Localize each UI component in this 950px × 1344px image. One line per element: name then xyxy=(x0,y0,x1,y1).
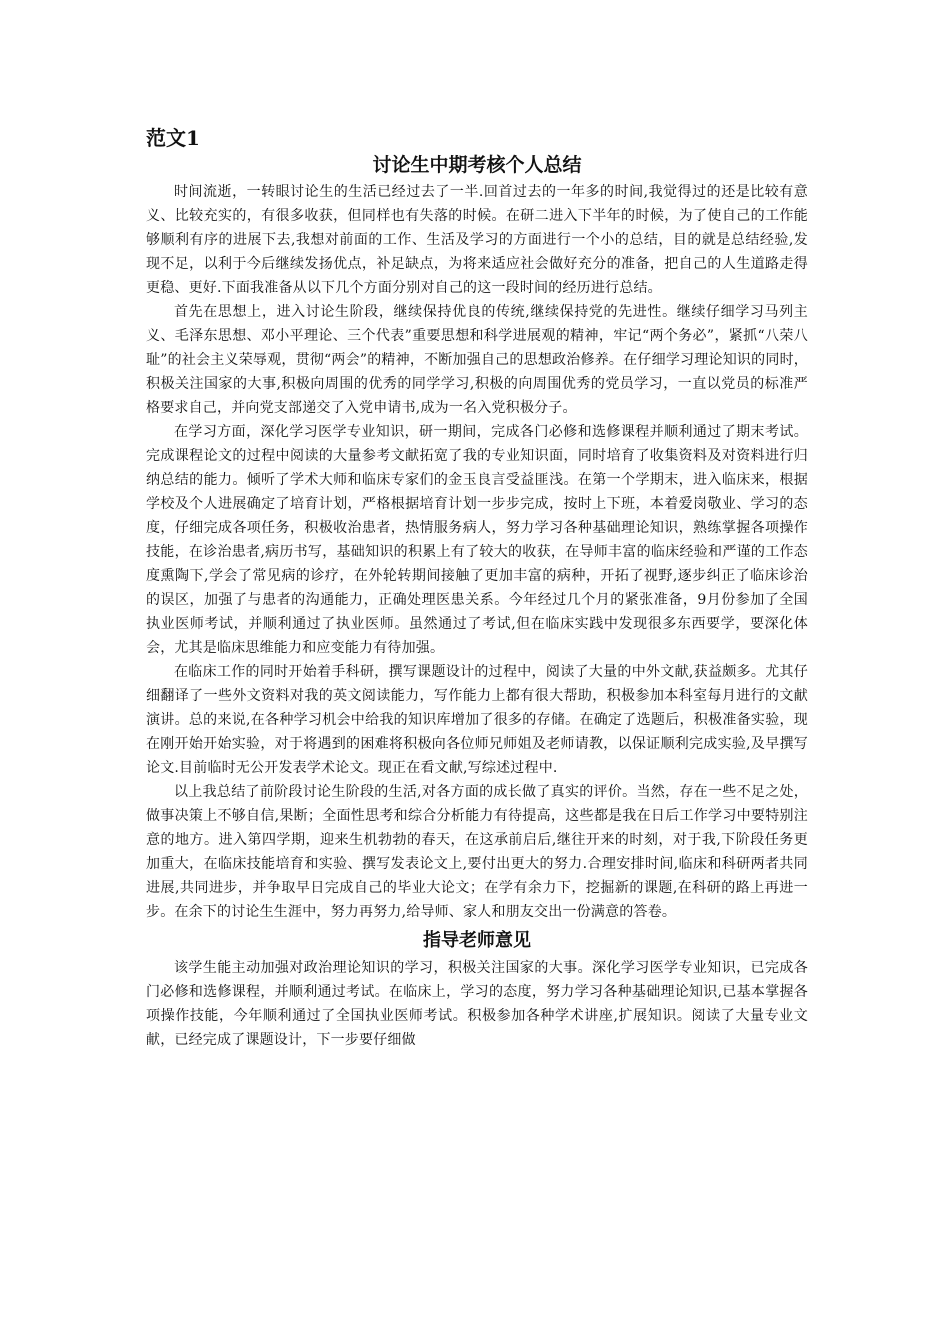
paragraph-study: 在学习方面，深化学习医学专业知识，研一期间，完成各门必修和选修课程并顺利通过了期末考试。完成课程论文的过程中阅读的大量参考文献拓宽了我的专业知识面，同时培育了收集资料及对资料进行归纳总结的能力。倾听了学术大师和临床专家们的金玉良言受益匪浅。在第一个学期末，进入临床来，根据学校及个人进展确定了培育计划，严格根据培育计划一步步完成，按时上下班，本着爱岗敬业、学习的态度，仔细完成各项任务，积极收治患者，热情服务病人，努力学习各种基础理论知识，熟练掌握各项操作技能，在诊治患者,病历书写，基础知识的积累上有了较大的收获，在导师丰富的临床经验和严谨的工作态度熏陶下,学会了常见病的诊疗，在外轮转期间接触了更加丰富的病种，开拓了视野,逐步纠正了临床诊治的误区，加强了与患者的沟通能力，正确处理医患关系。今年经过几个月的紧张准备，9月份参加了全国执业医师考试，并顺利通过了执业医师。虽然通过了考试,但在临床实践中发现很多东西要学，要深化体会，尤其是临床思维能力和应变能力有待加强。 xyxy=(146,424,808,656)
advisor-opinion-paragraph: 该学生能主动加强对政治理论知识的学习，积极关注国家的大事。深化学习医学专业知识，已完成各门必修和选修课程，并顺利通过考试。在临床上，学习的态度，努力学习各种基础理论知识,已基本掌握各项操作技能，今年顺利通过了全国执业医师考试。积极参加各种学术讲座,扩展知识。阅读了大量专业文献，已经完成了课题设计，下一步要仔细做 xyxy=(146,960,808,1048)
paragraph-research: 在临床工作的同时开始着手科研，撰写课题设计的过程中，阅读了大量的中外文献,获益颇多。尤其仔细翻译了一些外文资料对我的英文阅读能力，写作能力上都有很大帮助，积极参加本科室每月进行的文献演讲。总的来说,在各种学习机会中给我的知识库增加了很多的存储。在确定了选题后，积极准备实验，现在刚开始开始实验，对于将遇到的困难将积极向各位师兄师姐及老师请教，以保证顺利完成实验,及早撰写论文.目前临时无公开发表学术论文。现正在看文献,写综述过程中. xyxy=(146,664,808,776)
advisor-opinion-title: 指导老师意见 xyxy=(423,930,531,951)
document-body xyxy=(146,124,808,1052)
paragraph-intro: 时间流逝，一转眼讨论生的生活已经过去了一半.回首过去的一年多的时间,我觉得过的还是比较有意义、比较充实的，有很多收获，但同样也有失落的时候。在研二进入下半年的时候，为了使自己的工作能够顺利有序的进展下去,我想对前面的工作、生活及学习的方面进行一个小的总结，目的就是总结经验,发现不足，以利于今后继续发扬优点，补足缺点，为将来适应社会做好充分的准备，把自己的人生道路走得更稳、更好.下面我准备从以下几个方面分别对自己的这一段时间的经历进行总结。 xyxy=(146,184,808,296)
paragraph-conclusion: 以上我总结了前阶段讨论生阶段的生活,对各方面的成长做了真实的评价。当然，存在一些不足之处，做事决策上不够自信,果断；全面性思考和综合分析能力有待提高，这些都是我在日后工作学习中要特别注意的地方。进入第四学期，迎来生机勃勃的春天，在这承前启后,继往开来的时刻，对于我,下阶段任务更加重大，在临床技能培育和实验、撰写发表论文上,要付出更大的努力.合理安排时间,临床和科研两者共同进展,共同进步，并争取早日完成自己的毕业大论文；在学有余力下，挖掘新的课题,在科研的路上再进一步。在余下的讨论生生涯中，努力再努力,给导师、家人和朋友交出一份满意的答卷。 xyxy=(146,784,808,920)
document-title: 讨论生中期考核个人总结 xyxy=(372,154,582,176)
sample-label: 范文1 xyxy=(146,126,200,150)
paragraph-ideology: 首先在思想上，进入讨论生阶段，继续保持优良的传统,继续保持党的先进性。继续仔细学习马列主义、毛泽东思想、邓小平理论、三个代表”重要思想和科学进展观的精神，牢记“两个务必”，紧抓“八荣八耻”的社会主义荣辱观，贯彻“两会”的精神，不断加强自己的思想政治修养。在仔细学习理论知识的同时，积极关注国家的大事,积极向周围的优秀的同学学习,积极的向周围优秀的党员学习，一直以党员的标准严格要求自己，并向党支部递交了入党申请书,成为一名入党积极分子。 xyxy=(146,304,808,416)
